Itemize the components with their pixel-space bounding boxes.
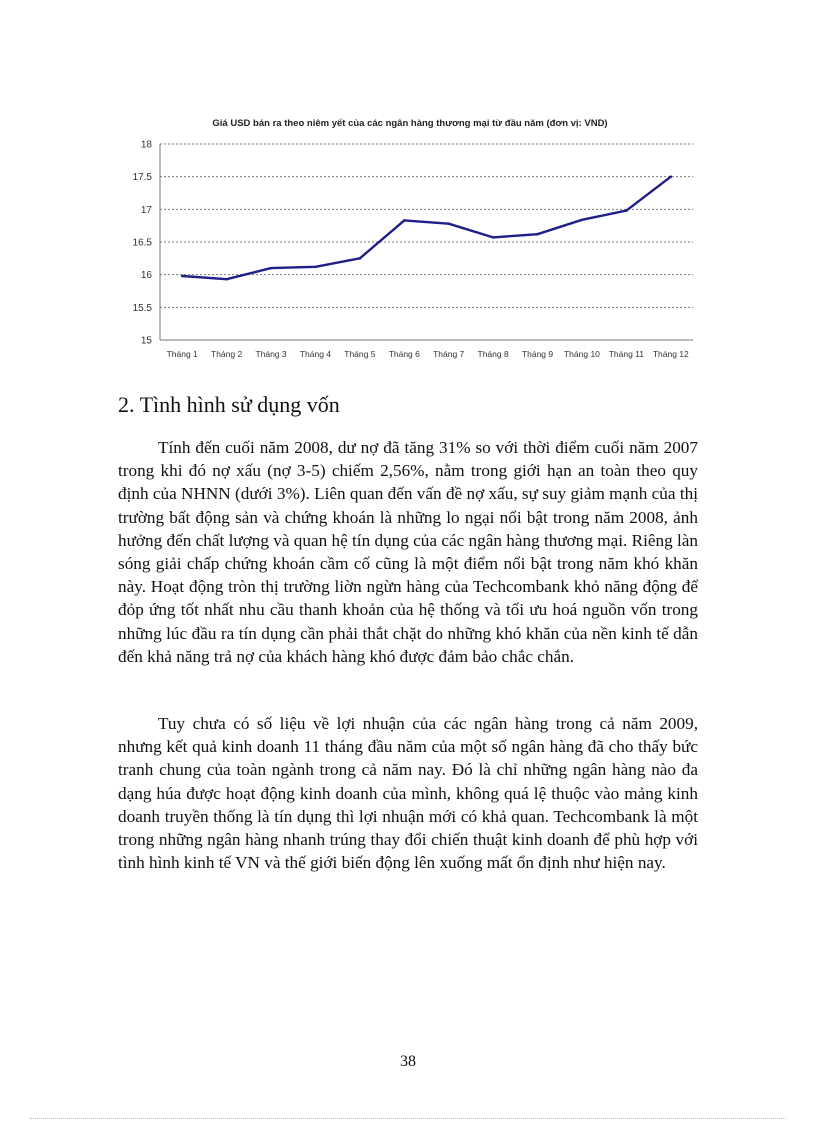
y-tick-label-1: 15.5	[132, 302, 152, 314]
x-tick-label-10: Tháng 11	[608, 349, 645, 359]
data-point-3	[314, 266, 317, 269]
y-tick-label-2: 16	[140, 270, 152, 282]
x-tick-label-1: Tháng 2	[211, 349, 243, 359]
bottom-divider	[30, 1118, 786, 1119]
grid-layer	[160, 144, 693, 307]
x-tick-label-4: Tháng 5	[344, 349, 376, 359]
x-axis-ticks	[167, 349, 689, 359]
usd-price-chart	[120, 108, 710, 376]
paragraph-1: Tính đến cuối năm 2008, dư nợ đã tăng 31% so với thời điểm cuối năm 2007 trong khi đó nợ xấu (nợ 3-5) chiếm 2,56%, nằm trong giới hạn an toàn theo quy định của NHNN (dưới 3%). Liên quan đến vấn đề nợ xấu, sự suy giảm mạnh của thị trường bất động sản và chứng khoán là những lo ngại nổi bật trong năm 2008, ảnh hưởng đến chất lượng và quan hệ tín dụng của các ngân hàng thương mại. Riêng làn sóng giải chấp chứng khoán cầm cố cũng là một điểm nổi bật trong năm khó khăn này. Hoạt động tròn thị trường liờn ngừn hàng của Techcombank khỏ năng động để đỏp ứng tốt nhất nhu cầu thanh khoản của hệ thống và tối ưu hoá nguồn vốn trong những lúc đầu ra tín dụng cần phải thắt chặt do những khó khăn của nền kinh tế dẫn đến khả năng trả nợ của khách hàng khó được đảm bảo chắc chắn.	[118, 438, 698, 666]
y-tick-label-5: 17.5	[132, 172, 152, 184]
y-tick-label-6: 18	[140, 139, 152, 151]
data-point-0	[181, 275, 184, 278]
data-point-8	[536, 233, 539, 236]
y-tick-label-4: 17	[140, 204, 152, 216]
y-axis-ticks	[133, 140, 153, 347]
chart-title: Giá USD bán ra theo niêm yết của các ngân hàng thương mại từ đầu năm (đơn vị: VND)	[212, 118, 608, 129]
x-tick-label-0: Tháng 1	[166, 349, 198, 359]
x-tick-label-2: Tháng 3	[255, 349, 287, 359]
x-tick-label-5: Tháng 6	[388, 349, 420, 359]
data-point-7	[492, 236, 495, 239]
series-line	[182, 177, 671, 280]
data-point-4	[359, 257, 362, 260]
data-point-2	[270, 267, 273, 270]
y-tick-label-0: 15	[140, 335, 152, 347]
x-tick-label-8: Tháng 9	[521, 349, 554, 359]
page-number: 38	[400, 1053, 416, 1070]
series-layer	[181, 175, 672, 280]
section-heading: 2. Tình hình sử dụng vốn	[118, 392, 340, 417]
x-tick-label-9: Tháng 10	[563, 349, 600, 359]
data-point-10	[625, 209, 628, 212]
paragraph-2: Tuy chưa có số liệu về lợi nhuận của các ngân hàng trong cả năm 2009, nhưng kết quả kinh doanh 11 tháng đầu năm của một số ngân hàng đã cho thấy bức tranh chung của toàn ngành trong cả năm nay. Đó là chỉ những ngân hàng nào đa dạng húa được hoạt động kinh doanh của mình, không quá lệ thuộc vào mảng kinh doanh truyền thống là tín dụng thì lợi nhuận mới có khả quan. Techcombank là một trong những ngân hàng nhanh trúng thay đổi chiến thuật kinh doanh để phù hợp với tình hình kinh tế VN và thế giới biến động lên xuống mất ổn định như hiện nay.	[118, 714, 698, 873]
x-tick-label-6: Tháng 7	[433, 349, 465, 359]
chart-svg	[120, 108, 710, 376]
data-point-1	[225, 278, 228, 281]
data-point-11	[669, 175, 672, 178]
data-point-5	[403, 219, 406, 222]
x-tick-label-11: Tháng 12	[652, 349, 689, 359]
x-tick-label-7: Tháng 8	[477, 349, 509, 359]
x-tick-label-3: Tháng 4	[299, 349, 332, 359]
y-tick-label-3: 16.5	[132, 237, 152, 249]
data-point-9	[581, 218, 584, 221]
data-point-6	[447, 222, 450, 225]
